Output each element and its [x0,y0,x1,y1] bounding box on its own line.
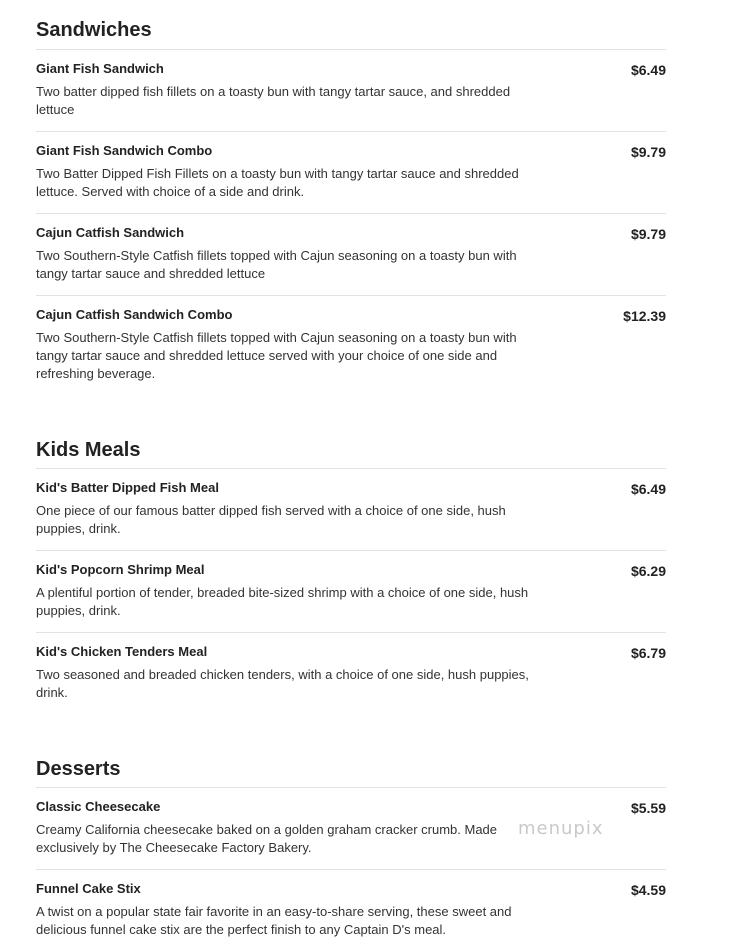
item-description: Creamy California cheesecake baked on a golden graham cracker crumb. Made exclusively by The Cheesecake Factory Bakery. [36,822,498,855]
item-name: Funnel Cake Stix [36,881,141,896]
item-price: $9.79 [630,144,666,160]
item-description: Two Southern-Style Catfish fillets topped with Cajun seasoning on a toasty bun with tangy tartar sauce and shredded lettuce served with your choice of one side and refreshing beverage. [36,330,517,381]
item-description: A plentiful portion of tender, breaded bite-sized shrimp with a choice of one side, hush puppies, drink. [36,585,529,618]
item-price: $6.29 [630,563,666,579]
item-name: Giant Fish Sandwich [36,61,164,76]
section-sandwiches [36,0,666,396]
menu-item[interactable] [36,214,666,296]
item-description: Two batter dipped fish fillets on a toasty bun with tangy tartar sauce, and shredded lettuce [36,84,511,117]
menu-item[interactable] [36,50,666,132]
item-description: Two seasoned and breaded chicken tenders, with a choice of one side, hush puppies, drink. [36,667,529,700]
section-title: Desserts [36,741,666,788]
item-name: Giant Fish Sandwich Combo [36,143,213,158]
menu-item[interactable] [36,132,666,214]
item-description: One piece of our famous batter dipped fish served with a choice of one side, hush puppies, drink. [36,503,506,536]
item-description: Two Batter Dipped Fish Fillets on a toasty bun with tangy tartar sauce and shredded lettuce. Served with choice of a side and drink. [36,166,519,199]
item-price: $4.59 [630,882,666,898]
item-price: $5.59 [630,800,666,816]
item-description: Two Southern-Style Catfish fillets topped with Cajun seasoning on a toasty bun with tangy tartar sauce and shredded lettuce [36,248,517,281]
item-price: $12.39 [623,308,666,324]
menu [36,0,666,952]
item-price: $9.79 [630,226,666,242]
item-description: A twist on a popular state fair favorite in an easy-to-share serving, these sweet and delicious funnel cake stix are the perfect finish to any Captain D's meal. [36,904,512,937]
menu-item[interactable] [36,469,666,551]
item-name: Kid's Batter Dipped Fish Meal [36,480,219,495]
watermark: menupix [518,818,604,839]
item-name: Cajun Catfish Sandwich Combo [36,307,233,322]
menu-item[interactable] [36,296,666,396]
menu-item[interactable] [36,551,666,633]
section-title: Kids Meals [36,422,666,469]
item-price: $6.49 [630,62,666,78]
item-price: $6.49 [630,481,666,497]
item-price: $6.79 [630,645,666,661]
item-name: Kid's Chicken Tenders Meal [36,644,208,659]
item-name: Classic Cheesecake [36,799,161,814]
item-name: Kid's Popcorn Shrimp Meal [36,562,205,577]
menu-item[interactable] [36,633,666,715]
menu-item[interactable] [36,870,666,952]
section-title: Sandwiches [36,0,666,50]
section-desserts [36,741,666,952]
section-kids-meals [36,422,666,715]
item-name: Cajun Catfish Sandwich [36,225,185,240]
